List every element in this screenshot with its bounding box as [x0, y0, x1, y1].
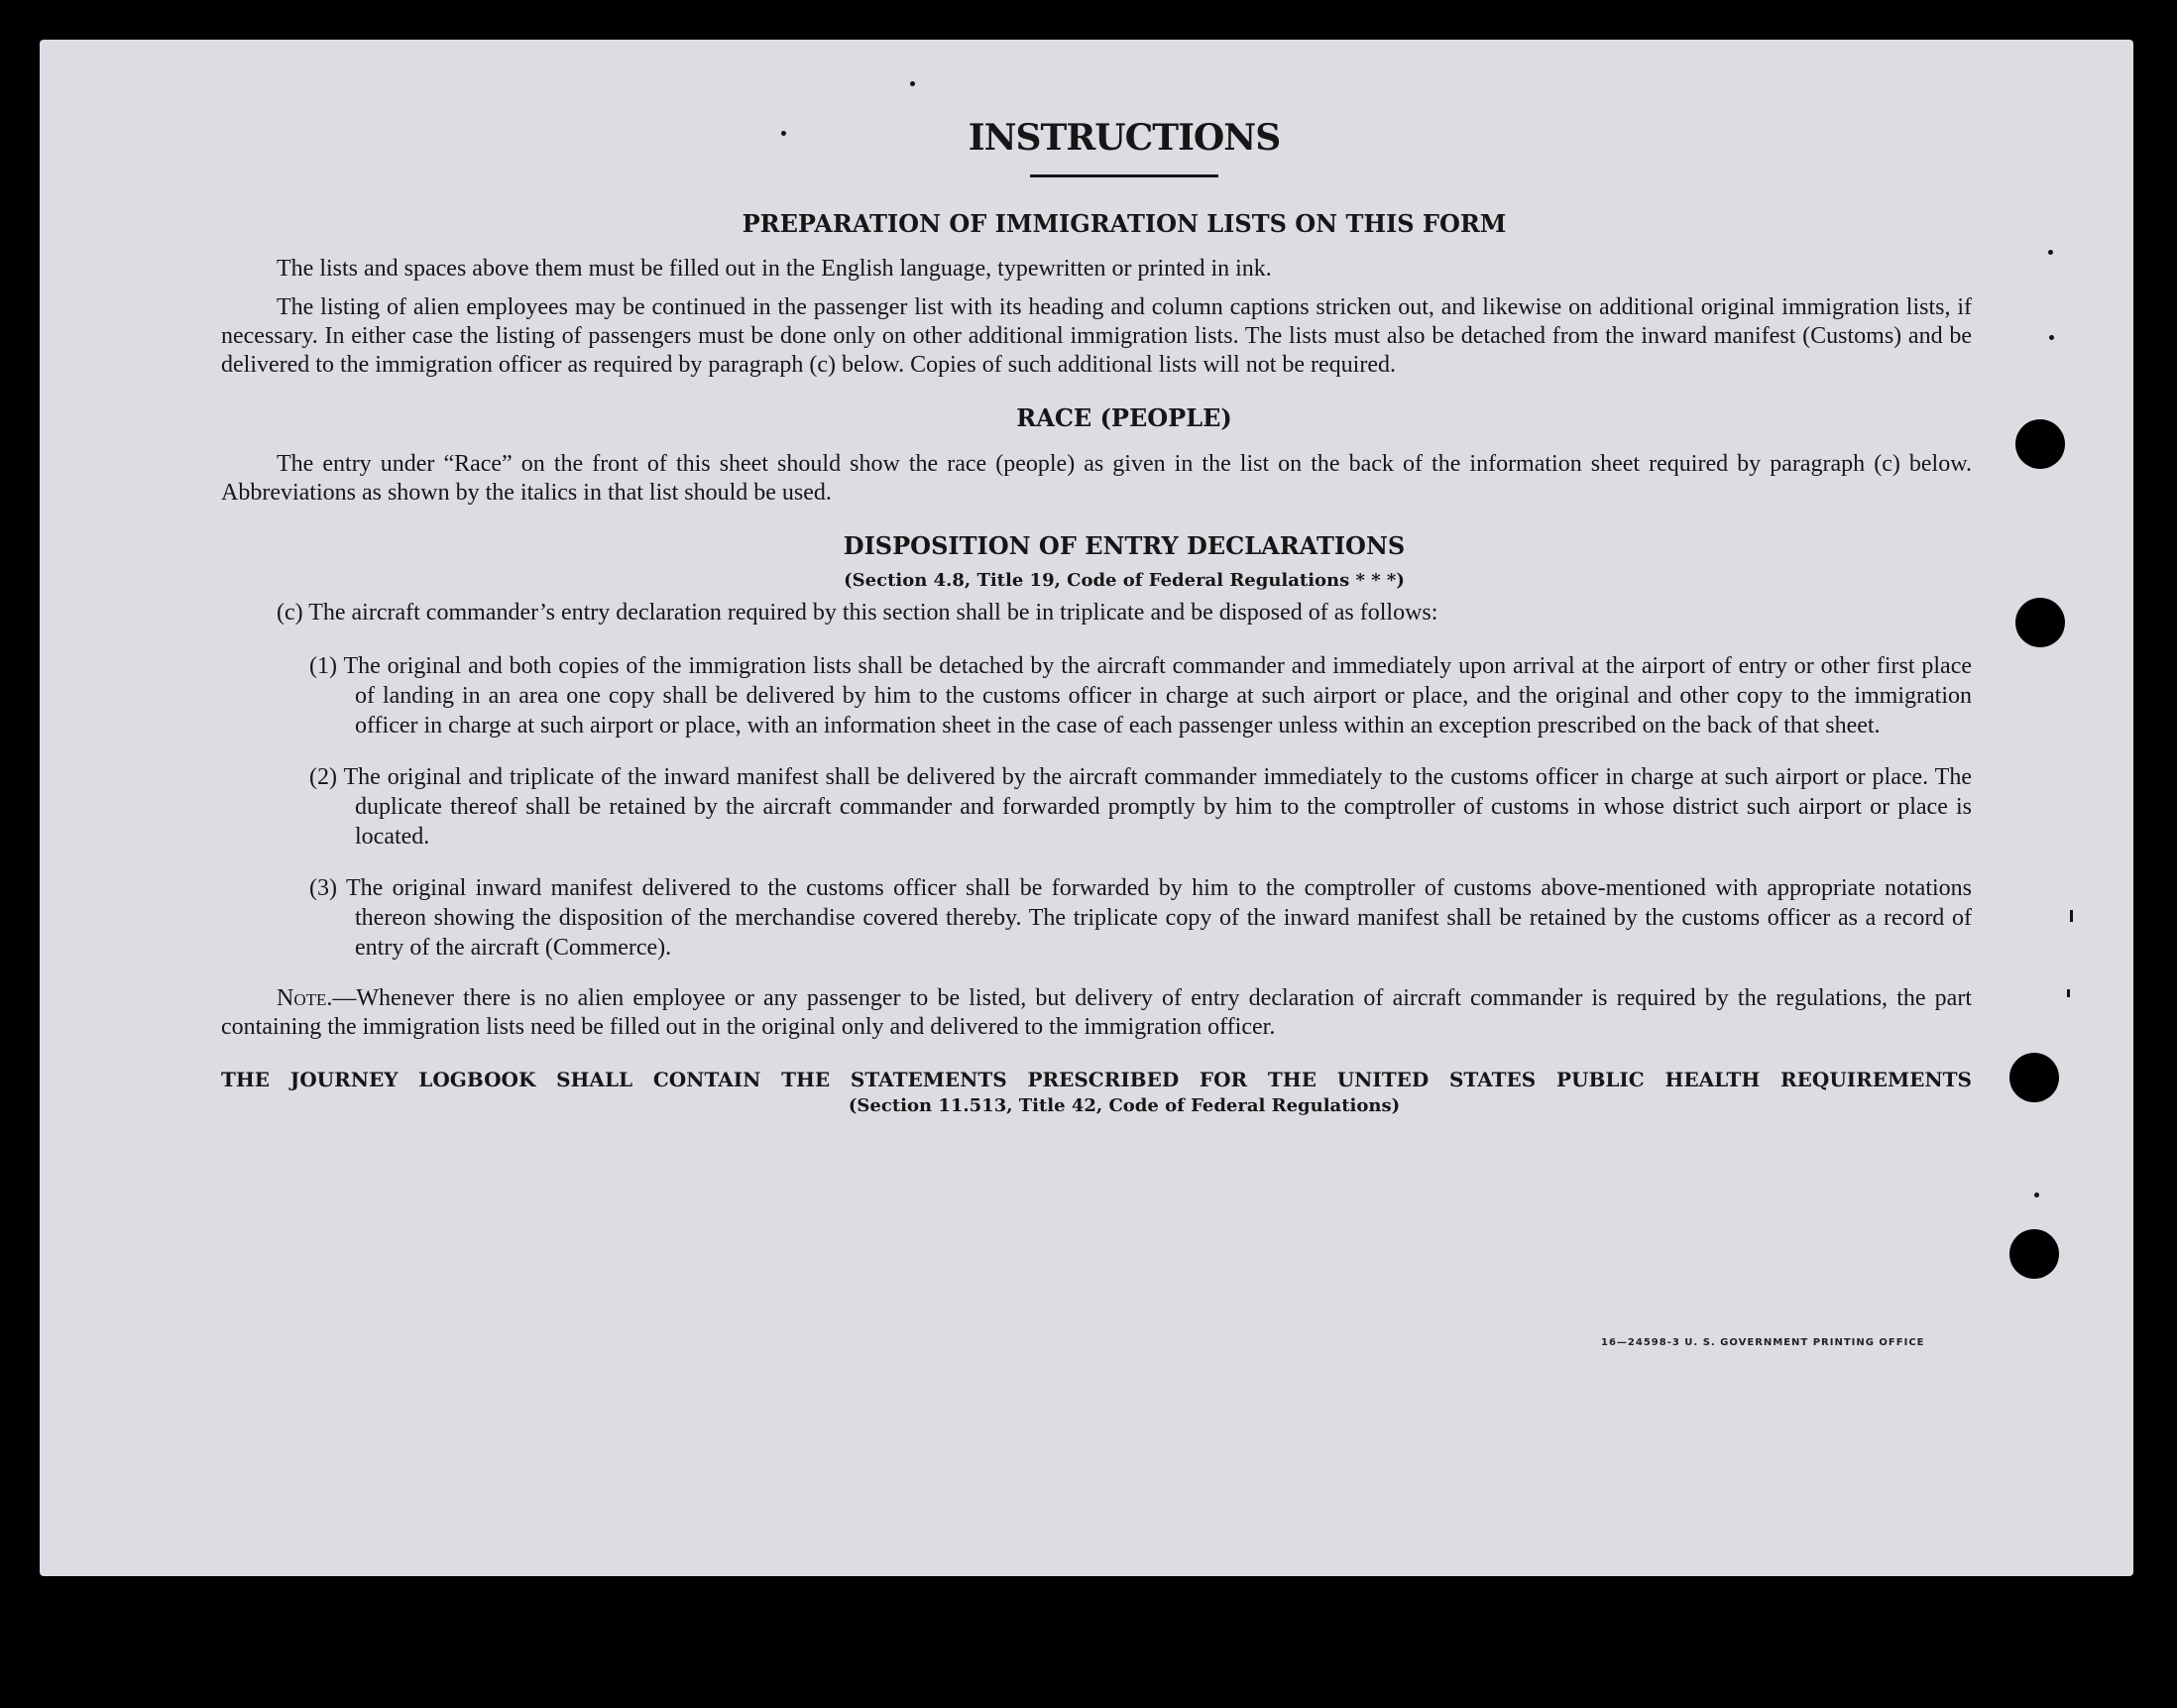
- race-paragraph: The entry under “Race” on the front of this sheet should show the race (people) as given in the list on the back of the information sheet required by paragraph (c) below. Abbreviations as shown by the italics in that list should be used.: [221, 451, 1972, 506]
- ink-speck: [910, 81, 915, 86]
- binder-hole: [2015, 598, 2065, 647]
- item-text: The original inward manifest delivered to the customs officer shall be forwarded by him to the comptroller of customs above-mentioned with appropriate notations thereon showing the disposition of the merchandise covered thereby. The triplicate copy of the inward manifest shall be retained by the customs officer as a record of entry of the aircraft (Commerce).: [345, 875, 1972, 961]
- disposition-item: [309, 873, 1972, 963]
- note-label: Note.: [277, 985, 333, 1011]
- preparation-heading: PREPARATION OF IMMIGRATION LISTS ON THIS FORM: [742, 209, 1507, 238]
- disposition-intro: [221, 599, 1972, 627]
- form-sheet: [40, 40, 2133, 1576]
- binder-hole: [2009, 1053, 2059, 1102]
- disposition-citation: (Section 4.8, Title 19, Code of Federal Regulations * * *): [844, 570, 1405, 591]
- item-number: (3): [309, 875, 337, 901]
- title-underline: [1030, 174, 1218, 177]
- printing-office-code: 16—24598-3 U. S. GOVERNMENT PRINTING OFFICE: [1601, 1337, 1925, 1348]
- disposition-item: [309, 651, 1973, 740]
- item-text: The original and both copies of the immigration lists shall be detached by the aircraft commander and immediately upon arrival at the airport of entry or other first place of landing in an area one copy shall be delivered by him to the customs officer in charge at such airport or place, and the original and other copy to the immigration officer in charge at such airport or place, with an information sheet in the case of each passenger unless within an exception prescribed on the back of that sheet.: [343, 653, 1973, 739]
- preparation-paragraph: The lists and spaces above them must be filled out in the English language, typewritten or printed in ink.: [277, 256, 1272, 282]
- ink-mark: [2067, 989, 2070, 997]
- item-text: The original and triplicate of the inward manifest shall be delivered by the aircraft commander immediately to the customs officer in charge at such airport or place. The duplicate thereof shall be retained by the aircraft commander and forwarded promptly by him to the comptroller of customs in whose district such airport or place is located.: [343, 764, 1972, 850]
- note-text: —Whenever there is no alien employee or any passenger to be listed, but delivery of entry declaration of aircraft commander is required by the regulations, the part containing the immigration lists need be filled out in the original only and delivered to the immigration officer.: [221, 985, 1972, 1040]
- ink-speck: [2048, 250, 2053, 255]
- item-number: (1): [309, 653, 337, 679]
- instructions-content: [221, 117, 1972, 1116]
- paragraph-text: The aircraft commander’s entry declaration required by this section shall be in triplicate and be disposed of as follows:: [308, 600, 1438, 626]
- disposition-heading: DISPOSITION OF ENTRY DECLARATIONS: [843, 531, 1406, 560]
- page-title: INSTRUCTIONS: [968, 117, 1281, 159]
- item-number: (2): [309, 764, 337, 790]
- health-heading: THE JOURNEY LOGBOOK SHALL CONTAIN THE STATEMENTS PRESCRIBED FOR THE UNITED STATES PUBLIC HEALTH REQUIREMENTS: [221, 1068, 1972, 1091]
- note-paragraph: [221, 984, 1972, 1042]
- paragraph-label: (c): [277, 600, 303, 626]
- health-citation: (Section 11.513, Title 42, Code of Federal Regulations): [848, 1095, 1401, 1116]
- ink-mark: [2070, 910, 2073, 922]
- binder-hole: [2009, 1229, 2059, 1279]
- preparation-paragraph: The listing of alien employees may be continued in the passenger list with its heading and column captions stricken out, and likewise on additional original immigration lists, if necessary. In either case the listing of passengers must be done only on other additional immigration lists. The lists must also be detached from the inward manifest (Customs) and be delivered to the immigration officer as required by paragraph (c) below. Copies of such additional lists will not be required.: [221, 294, 1972, 378]
- ink-speck: [2034, 1193, 2039, 1197]
- disposition-item: [309, 762, 1972, 852]
- ink-speck: [2049, 335, 2054, 340]
- race-heading: RACE (PEOPLE): [1016, 403, 1232, 432]
- binder-hole: [2015, 419, 2065, 469]
